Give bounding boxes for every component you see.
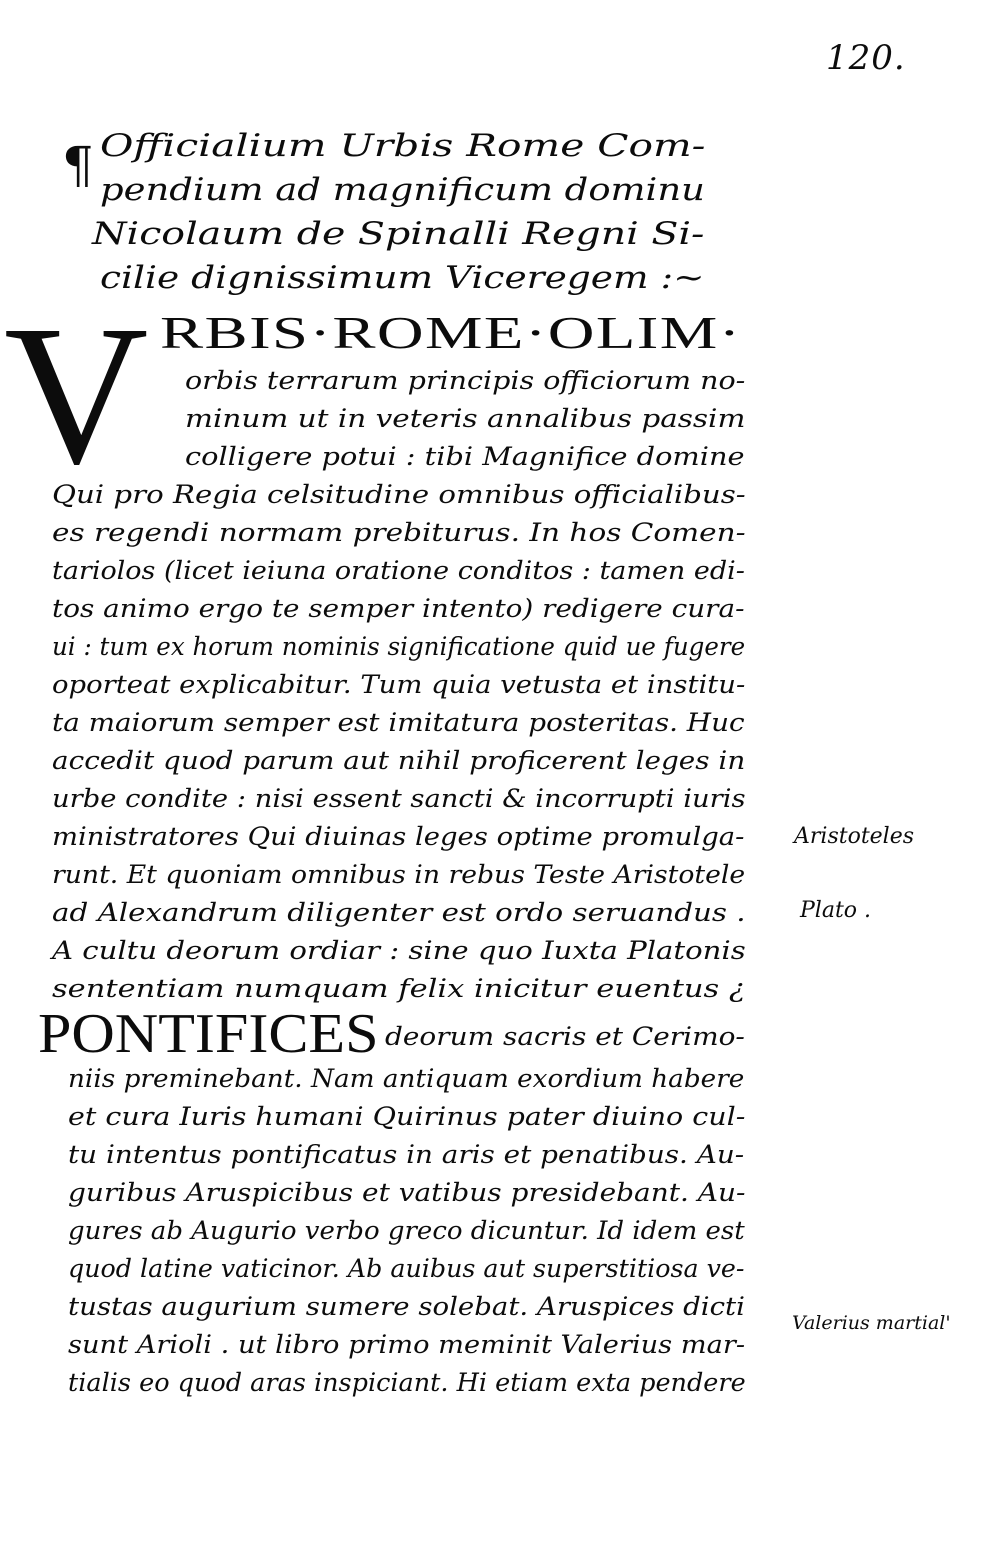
text-line: tu intentus pontificatus in aris et penatibus. Au- [68,1140,745,1169]
text-line: sententiam numquam felix inicitur euentus ¿ [52,974,746,1003]
margin-note-aristotle: Aristoteles [794,824,915,849]
text-line: A cultu deorum ordiar : sine quo Iuxta Platonis [52,936,746,965]
text-line: colligere potui : tibi Magnifice domine [185,442,745,471]
folio-number: 120. [826,38,906,78]
title-line: pendium ad magnificum dominu [100,172,705,208]
text-line: deorum sacris et Cerimo- [385,1022,745,1051]
text-line: minum ut in veteris annalibus passim [185,404,746,433]
title-line: cilie dignissimum Viceregem :~ [100,260,705,296]
text-line: runt. Et quoniam omnibus in rebus Teste Aristotele [52,860,746,889]
text-line: ta maiorum semper est imitatura posteritas. Huc [52,708,745,737]
text-line: ui : tum ex horum nominis significatione quid ue fugere [52,632,746,661]
text-line: ministratores Qui diuinas leges optime promulga- [52,822,745,851]
margin-note-valerius: Valerius martial' [792,1312,951,1334]
text-line: sunt Arioli . ut libro primo meminit Valerius mar- [68,1330,746,1359]
opening-heading: RBIS·ROME·OLIM· [160,307,742,358]
text-line: accedit quod parum aut nihil proficerent leges in [52,746,746,775]
text-line: Qui pro Regia celsitudine omnibus officialibus- [52,480,746,509]
text-line: urbe condite : nisi essent sancti & incorrupti iuris [52,784,746,813]
text-line: tariolos (licet ieiuna oratione conditos : tamen edi- [52,556,745,585]
initial-capital: V [4,285,149,506]
text-line: oporteat explicabitur. Tum quia vetusta et institu- [52,670,746,699]
text-line: et cura Iuris humani Quirinus pater diuino cul- [68,1102,746,1131]
text-line: gures ab Augurio verbo greco dicuntur. Id idem est [68,1216,745,1245]
text-line: es regendi normam prebiturus. In hos Comen- [52,518,746,547]
title-line: Officialium Urbis Rome Com- [100,128,706,164]
text-line: tustas augurium sumere solebat. Aruspices dicti [68,1292,745,1321]
text-line: tialis eo quod aras inspiciant. Hi etiam exta pendere [68,1368,746,1397]
text-line: tos animo ergo te semper intento) redigere cura- [52,594,745,623]
text-line: ad Alexandrum diligenter est ordo seruandus . [52,898,746,927]
pontifices-heading: PONTIFICES [38,1003,379,1065]
title-line: Nicolaum de Spinalli Regni Si- [92,216,705,252]
text-line: guribus Aruspicibus et vatibus presidebant. Au- [68,1178,746,1207]
text-line: quod latine vaticinor. Ab auibus aut superstitiosa ve- [68,1254,745,1283]
margin-note-plato: Plato . [800,898,872,923]
text-line: orbis terrarum principis officiorum no- [185,366,746,395]
text-line: niis preminebant. Nam antiquam exordium habere [68,1064,745,1093]
paragraph-mark: ¶ [62,136,94,194]
